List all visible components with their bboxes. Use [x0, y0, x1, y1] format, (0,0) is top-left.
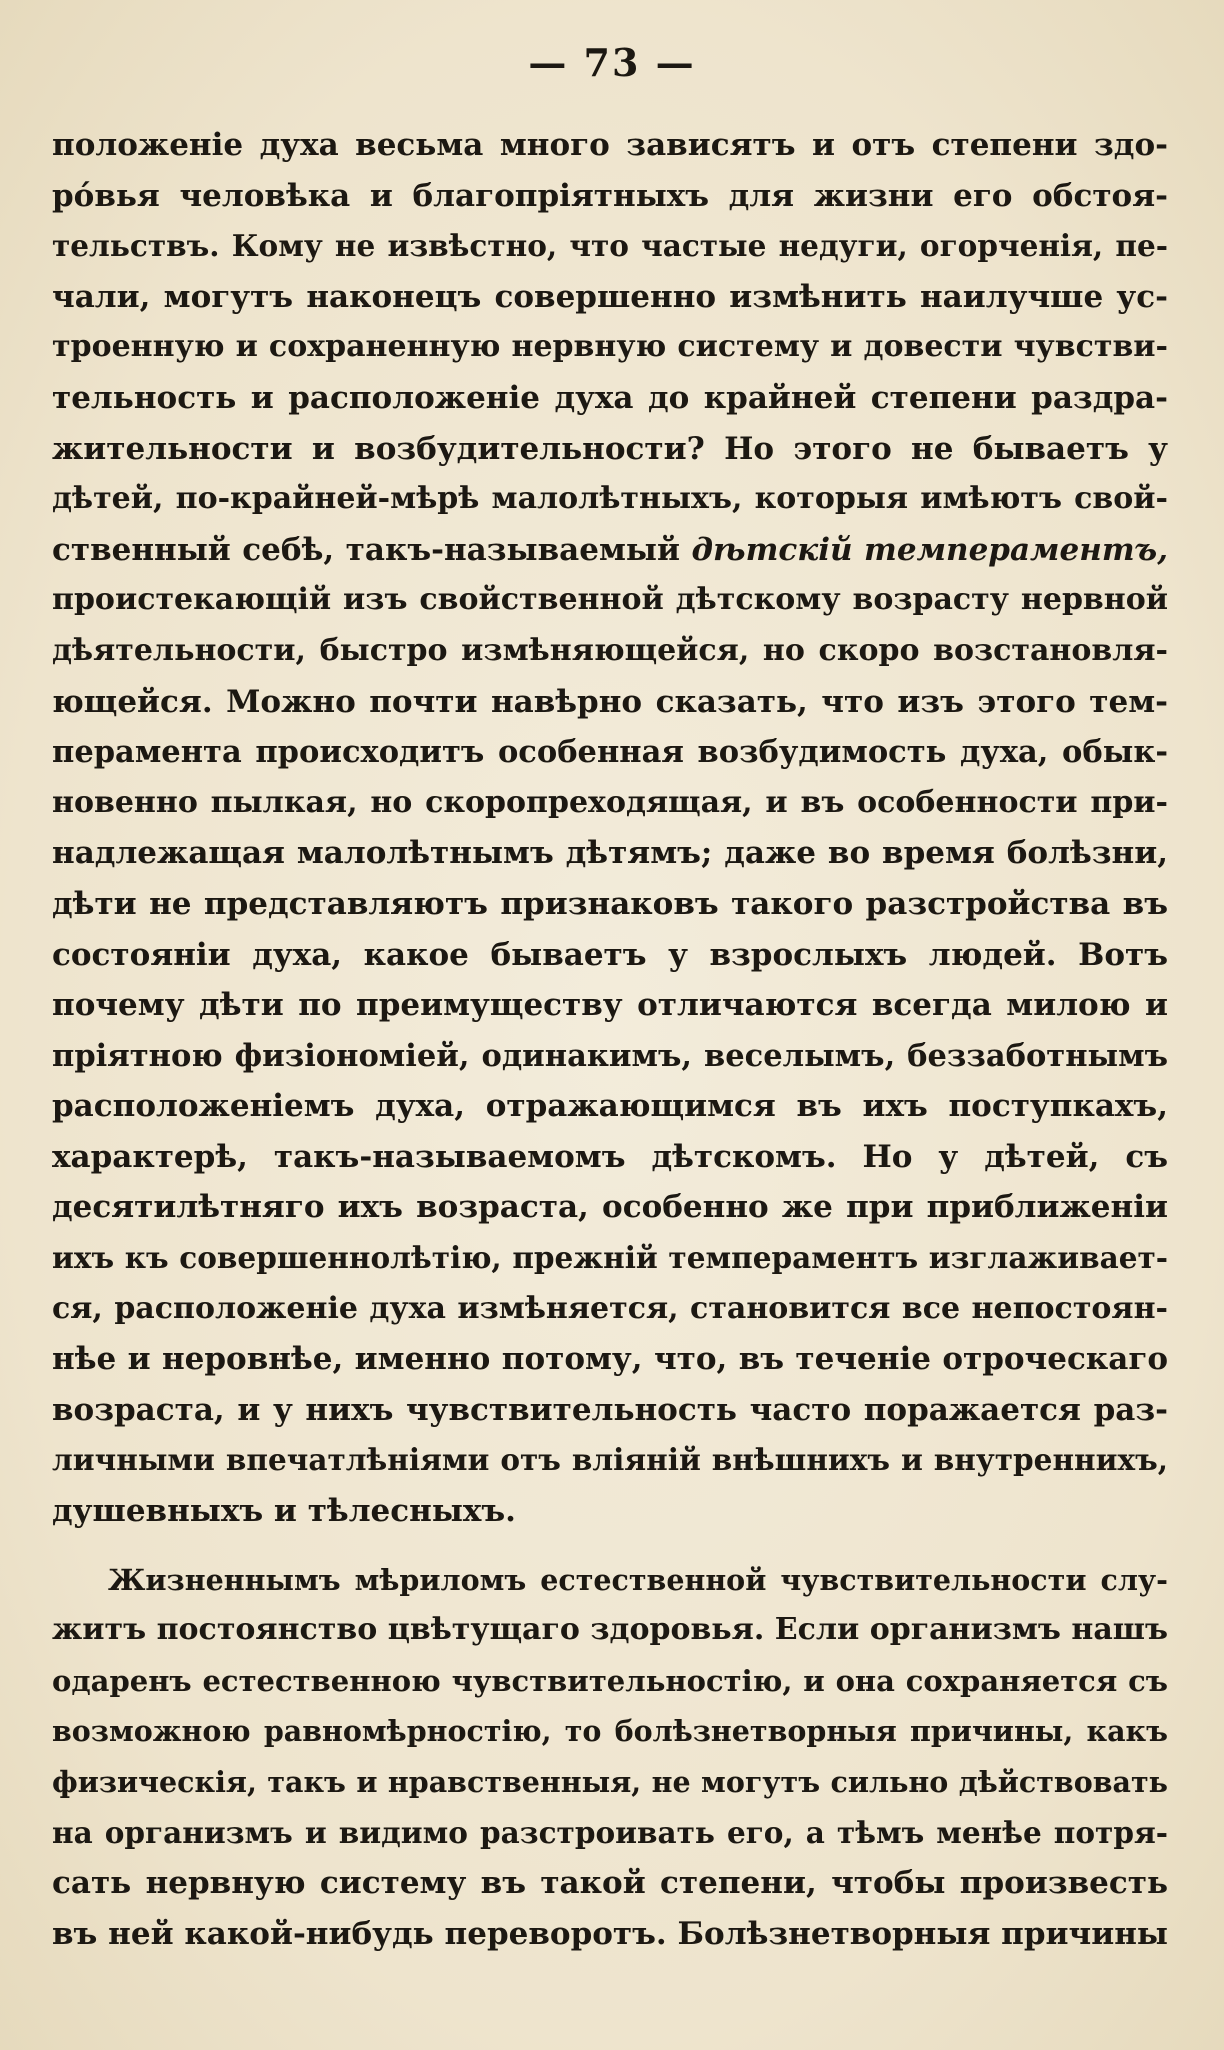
text-line: въ ней какой-нибудь переворотъ. Болѣзнетворныя причины	[52, 1915, 1168, 1952]
text-line: тельствъ. Кому не извѣстно, что частые недуги, огорченія, пе-	[52, 228, 1168, 264]
text-line: нѣе и неровнѣе, именно потому, что, въ теченіе отроческаго	[52, 1341, 1168, 1378]
text-line: троенную и сохраненную нервную систему и довести чувстви-	[52, 329, 1168, 365]
paragraph-2	[52, 1555, 1168, 1960]
text-line: характерѣ, такъ-называемомъ дѣтскомъ. Но у дѣтей, съ	[52, 1138, 1168, 1175]
text-span: ственный себѣ, такъ-называемый	[52, 531, 680, 568]
text-line: ро́вья человѣка и благопріятныхъ для жизни его обстоя-	[52, 177, 1168, 214]
text-line: Жизненнымъ мѣриломъ естественной чувствительности слу-	[108, 1562, 1168, 1597]
italic-term: дѣтскій темпераментъ,	[691, 531, 1168, 568]
paragraph-gap	[52, 1537, 1168, 1555]
text-line: ющейся. Можно почти навѣрно сказать, что изъ этого тем-	[52, 683, 1168, 720]
text-line: возраста, и у нихъ чувствительность часто поражается раз-	[52, 1391, 1168, 1428]
text-line: душевныхъ и тѣлесныхъ.	[52, 1493, 516, 1530]
text-line: на организмъ и видимо разстроивать его, а тѣмъ менѣе потря-	[52, 1814, 1168, 1850]
body-text	[52, 120, 1168, 1959]
text-line: пріятною физіономіей, одинакимъ, веселымъ, беззаботнымъ	[52, 1037, 1168, 1074]
text-line: положеніе духа весьма много зависятъ и отъ степени здо-	[52, 127, 1168, 163]
text-line: жительности и возбудительности? Но этого не бываетъ у	[52, 430, 1168, 467]
text-line: дѣтей, по-крайней-мѣрѣ малолѣтныхъ, которыя имѣютъ свой-	[52, 481, 1168, 517]
text-line: надлежащая малолѣтнымъ дѣтямъ; даже во время болѣзни,	[52, 835, 1168, 872]
text-line: ихъ къ совершеннолѣтію, прежній темпераментъ изглаживает-	[52, 1240, 1168, 1276]
text-line: ся, расположеніе духа измѣняется, становится все непостоян-	[52, 1290, 1168, 1326]
text-line: почему дѣти по преимуществу отличаются всегда милою и	[52, 987, 1168, 1024]
text-line: житъ постоянство цвѣтущаго здоровья. Если организмъ нашъ	[52, 1612, 1168, 1648]
text-line: перамента происходитъ особенная возбудимость духа, обык-	[52, 734, 1168, 771]
text-line: расположеніемъ духа, отражающимся въ ихъ поступкахъ,	[52, 1088, 1168, 1125]
page-number: — 73 —	[528, 40, 696, 85]
text-line: новенно пылкая, но скоропреходящая, и въ особенности при-	[52, 784, 1168, 820]
text-line: физическія, такъ и нравственныя, не могутъ сильно дѣйствовать	[52, 1765, 1168, 1799]
text-line: дѣти не представляютъ признаковъ такого разстройства въ	[52, 885, 1168, 922]
text-line: дѣятельности, быстро измѣняющейся, но скоро возстановля-	[52, 632, 1168, 668]
paragraph-1	[52, 120, 1168, 1537]
text-line: личными впечатлѣніями отъ вліяній внѣшнихъ и внутреннихъ,	[52, 1442, 1168, 1478]
text-line: сать нервную систему въ такой степени, чтобы произвесть	[52, 1865, 1168, 1902]
text-line: проистекающій изъ свойственной дѣтскому возрасту нервной	[52, 582, 1168, 618]
text-line: десятилѣтняго ихъ возраста, особенно же при приближеніи	[52, 1189, 1168, 1226]
text-line: состояніи духа, какое бываетъ у взрослыхъ людей. Вотъ	[52, 936, 1168, 973]
text-line: одаренъ естественною чувствительностію, и она сохраняется съ	[52, 1663, 1168, 1698]
text-line: чали, могутъ наконецъ совершенно измѣнить наилучше ус-	[52, 278, 1168, 315]
text-line: тельность и расположеніе духа до крайней степени раздра-	[52, 379, 1168, 416]
text-line: возможною равномѣрностію, то болѣзнетворныя причины, какъ	[52, 1714, 1168, 1749]
text-line	[52, 525, 1168, 576]
